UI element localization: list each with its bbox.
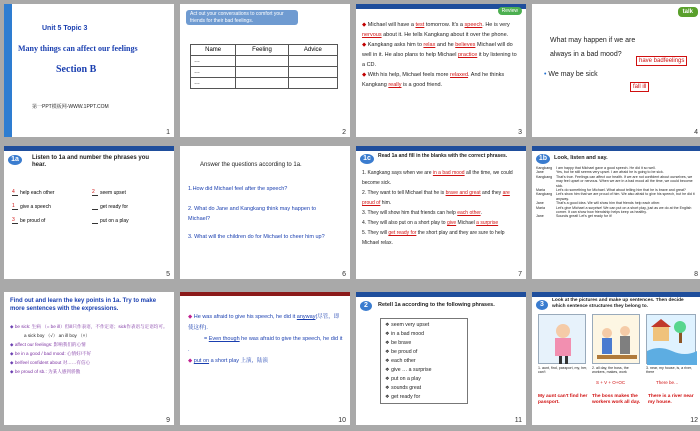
answer-box-2: fall ill [630, 82, 649, 92]
workers-illustration [593, 315, 641, 365]
step-badge: 1c [360, 154, 374, 164]
list-item: ❖ each other [385, 358, 416, 364]
table-header: Feeling [236, 45, 289, 56]
list-item: ❖ put on a play [385, 376, 421, 382]
key-point: ◆ affect our feelings: 影响我们的心情 [10, 342, 86, 347]
question-1: What may happen if we are always in a bad mood? [550, 37, 636, 58]
question-3: 3. What will the children do for Michael to cheer him up? [188, 234, 325, 240]
table-header: Advice [288, 45, 337, 56]
key-point: ◆ be sick: 生病 （= be ill）但ill只作表语，不作定语；sick作表语与定语均可。 [10, 324, 168, 329]
answer-1: My aunt can't find her passport. [538, 394, 588, 405]
step-badge: 1b [536, 154, 550, 164]
slide-heading: Answer the questions according to 1a. [200, 162, 302, 168]
review-text: ◆ Michael will have a test tomorrow. It's a speech. He is very nervous about it. He tells Kangkang about it over the phone. ◆ Kangkang asks him to relax and he believes Michael will do well in it. He also plans to help Michael practice it by listening to a CD. ◆ With his help, Michael feels more relaxed. And he thinks Kangkang really is a good friend. [362, 22, 517, 88]
list-item: ❖ be brave [385, 340, 412, 346]
dialogue-line: Maria Let's do something for Michael. What about telling him that he is brave and great? [536, 188, 686, 193]
slide-6[interactable] [180, 146, 350, 279]
question-1: 1.How did Michael feel after the speech? [188, 186, 288, 192]
picture-girl [538, 314, 586, 364]
slide-10[interactable] [180, 292, 350, 425]
key-points [10, 322, 170, 376]
talk-badge: talk [678, 7, 698, 17]
slide-number: 10 [338, 417, 346, 424]
key-point: ◆ be proud of sb.: 为某人感到骄傲 [10, 369, 81, 374]
slide-7[interactable] [356, 146, 526, 279]
note-text: ◆ He was afraid to give his speech, he did it anyway(尽管，即使这样). = Even though he was afraid to give the speech, he did it . ◆ put on a short play 上演，陆演 [188, 314, 343, 364]
table-cell [236, 67, 289, 78]
table-header: Name [191, 45, 236, 56]
list-item: ❖ be proud of [385, 349, 418, 355]
slide-number: 9 [166, 417, 170, 424]
left-decoration [4, 4, 12, 137]
table-cell [288, 56, 337, 67]
dialogue-line: Jane Yes, but he still seems very upset. I am afraid he is going to be sick. [536, 170, 664, 175]
picture-workers [592, 314, 640, 364]
instruction-banner: Act out your conversations to comfort your friends for their bad feelings. [186, 10, 298, 25]
key-point: ◆ be in a good / bad mood: 心情好/不好 [10, 351, 92, 356]
phrase-box [380, 318, 468, 404]
slide-number: 12 [690, 417, 698, 424]
table-cell: … [191, 56, 236, 67]
answer-3: There is a river near my house. [648, 394, 694, 405]
list-item: ❖ in a bad mood [385, 331, 424, 337]
list-item: ❖ seem very upset [385, 322, 430, 328]
slide-number: 4 [694, 129, 698, 136]
step-badge: 3 [536, 300, 548, 310]
dialogue-line: Kangkang Let's show him that we are proud of him. We also afraid to give his speech, but he did it anyway. [536, 192, 695, 201]
step-badge: 1a [8, 155, 22, 165]
slide-3[interactable] [356, 4, 526, 137]
list-item: 3 be proud of put on a play [12, 217, 129, 224]
instruction: Look at the pictures and make up sentences. Then decide which sentence structures they belong to. [552, 298, 684, 309]
phrase-list [12, 182, 168, 224]
site-label: 第一PPT模板网-WWW.1PPT.COM [32, 104, 109, 110]
slide-number: 5 [166, 271, 170, 278]
top-bar [532, 146, 700, 151]
section-label: Section B [56, 64, 97, 75]
girl-illustration [539, 315, 587, 365]
slide-1[interactable] [4, 4, 174, 137]
answer-box-1: have badfeelings [636, 56, 687, 66]
slide-number: 7 [518, 271, 522, 278]
dialogue [536, 166, 698, 219]
slide-8[interactable] [532, 146, 700, 279]
slide-number: 1 [166, 129, 170, 136]
top-bar [356, 292, 526, 297]
question-2: • We may be sick [544, 71, 598, 78]
advice-table [190, 44, 338, 89]
table-row [191, 78, 338, 89]
list-item: 1 give a speech get ready for [12, 203, 129, 210]
slide-4[interactable] [532, 4, 700, 137]
dialogue-line: Kangkang I am happy that Michael gave a good speech. He did it so well. [536, 166, 656, 170]
list-item: ❖ sounds great [385, 385, 422, 391]
instruction: Read 1a and fill in the blanks with the correct phrases. [378, 153, 508, 159]
caption-3: 3. near, my house, is, a river, there [646, 366, 692, 375]
answer-2: The boss makes the workers work all day. [592, 394, 641, 405]
slide-11[interactable] [356, 292, 526, 425]
table-cell [288, 67, 337, 78]
picture-river [646, 314, 696, 364]
review-badge: Review [498, 7, 522, 15]
table-cell [236, 78, 289, 89]
dialogue-line: Jane That's a good idea. We will show him that friends help each other. [536, 201, 661, 206]
list-item: 4 help each other 2 seem upset [12, 189, 126, 196]
instruction: Retell 1a according to the following phrases. [378, 302, 495, 308]
formula-1: S + V + O+OC [596, 380, 626, 385]
slide-9[interactable] [4, 292, 174, 425]
dialogue-line: Maria Let's give Michael a surprise! We can put on a short play, just as we do at the English corner. It can show how friendship helps keep us healthy. [536, 205, 692, 215]
slide-number: 11 [514, 417, 522, 424]
river-illustration [647, 315, 697, 365]
caption-1: 1. aunt, find, passport, my, her, can't [538, 366, 588, 375]
dialogue-line: Jane Sounds great! Let's get ready for it! [536, 214, 612, 219]
key-point: ◆ be/feel confident about 对……有信心 [10, 360, 91, 365]
top-bar [356, 146, 526, 151]
list-item: ❖ get ready for [385, 394, 421, 400]
key-point: a sick boy （√） an ill boy （×） [24, 333, 90, 338]
table-cell [288, 78, 337, 89]
instruction: Listen to 1a and number the phrases you hear. [32, 155, 150, 168]
instruction: Look, listen and say. [554, 155, 608, 161]
slide-number: 8 [694, 271, 698, 278]
slide-5[interactable] [4, 146, 174, 279]
table-row [191, 67, 338, 78]
dialogue-line: Kangkang That's true. Feelings can affect our health. If we are not confident about ourselves, we may feel upset or nervous. When we are in a bad mood all the time, we could become sick. [536, 174, 693, 188]
table-row [191, 56, 338, 67]
slide-2[interactable] [180, 4, 350, 137]
list-item: ❖ give … a surprise [385, 367, 432, 373]
top-bar [180, 292, 350, 296]
formula-2: There be… [656, 380, 679, 385]
top-bar [4, 146, 174, 151]
slide-number: 3 [518, 129, 522, 136]
slide-title: Many things can affect our feelings [18, 44, 138, 53]
step-badge: 2 [360, 301, 372, 311]
slide-number: 6 [342, 271, 346, 278]
slide-number: 2 [342, 129, 346, 136]
table-cell: … [191, 78, 236, 89]
caption-2: 2. all day, the boss, the workers, makes, work [592, 366, 629, 375]
instruction: Find out and learn the key points in 1a. Try to make more sentences with the expressions. [10, 298, 157, 312]
table-cell: … [191, 67, 236, 78]
unit-label: Unit 5 Topic 3 [42, 25, 88, 32]
table-cell [236, 56, 289, 67]
fill-in-text: 1. Kangkang says when we are in a bad mood all the time, we could become sick. 2. They want to tell Michael that he is brave and great and they are proud of him. 3. They will show him that friends can help each other. 4. They will also put on a short play to give Michael a surprise 5. They will get ready for the short play and they are sure to help Michael relax. [362, 170, 513, 246]
top-bar [532, 292, 700, 297]
slide-12[interactable] [532, 292, 700, 425]
question-2: 2. What do Jane and Kangkang think may happen to Michael? [188, 206, 317, 222]
